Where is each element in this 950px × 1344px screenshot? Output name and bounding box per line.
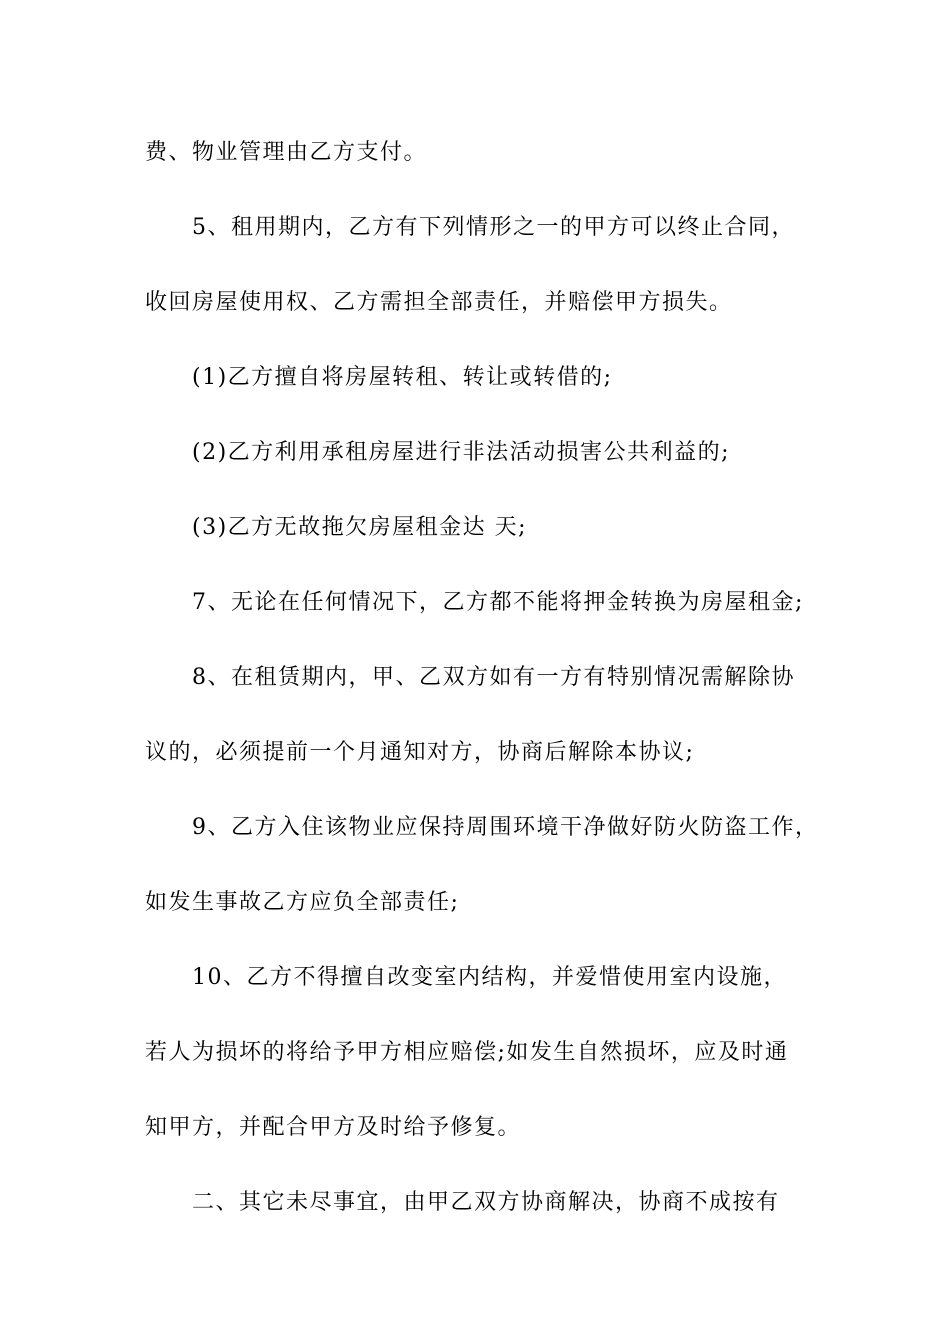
text-line-1: 费、物业管理由乙方支付。 [145, 140, 428, 165]
clause-8-line-2: 议的，必须提前一个月通知对方，协商后解除本协议; [145, 740, 695, 765]
clause-10-line-3: 知甲方，并配合甲方及时给予修复。 [145, 1115, 522, 1140]
clause-9-line-2: 如发生事故乙方应负全部责任; [145, 890, 460, 915]
clause-5-item-2: (2)乙方利用承租房屋进行非法活动损害公共利益的; [192, 440, 731, 465]
clause-5-item-3: (3)乙方无故拖欠房屋租金达 天; [192, 515, 528, 540]
clause-9-line-1: 9、乙方入住该物业应保持周围环境干净做好防火防盗工作， [192, 815, 819, 840]
clause-5-item-1: (1)乙方擅自将房屋转租、转让或转借的; [192, 365, 613, 390]
clause-5-line-2: 收回房屋使用权、乙方需担全部责任，并赔偿甲方损失。 [145, 290, 733, 315]
clause-7: 7、无论在任何情况下，乙方都不能将押金转换为房屋租金; [192, 590, 804, 615]
clause-8-line-1: 8、在租赁期内，甲、乙双方如有一方有特别情况需解除协 [192, 665, 795, 690]
clause-10-line-1: 10、乙方不得擅自改变室内结构，并爱惜使用室内设施， [192, 965, 787, 990]
clause-10-line-2: 若人为损坏的将给予甲方相应赔偿;如发生自然损坏，应及时通 [145, 1040, 789, 1065]
section-2-line-1: 二、其它未尽事宜，由甲乙双方协商解决，协商不成按有 [192, 1190, 780, 1215]
clause-5-line-1: 5、租用期内，乙方有下列情形之一的甲方可以终止合同， [192, 215, 795, 240]
